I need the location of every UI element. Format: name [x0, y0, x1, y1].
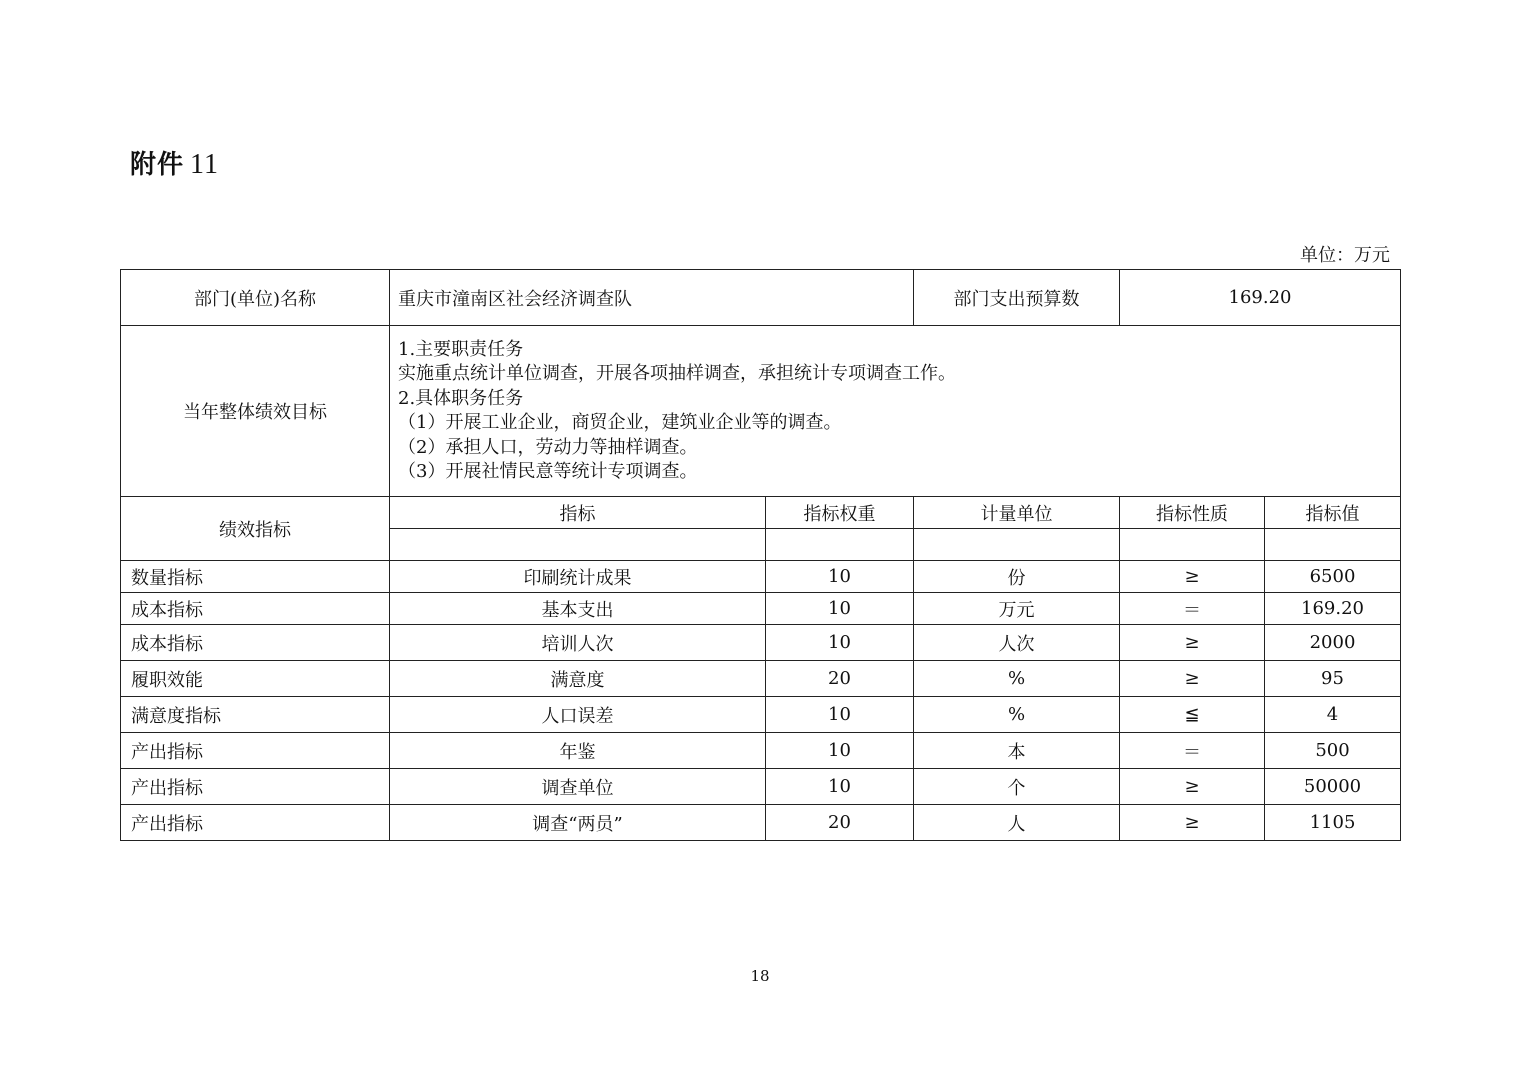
- row-nature: ＝: [1120, 593, 1265, 625]
- attachment-title: [130, 144, 219, 181]
- row-value: 4: [1265, 697, 1401, 733]
- row-weight: 10: [766, 561, 914, 593]
- row-unit: 人次: [914, 625, 1120, 661]
- row-unit: 本: [914, 733, 1120, 769]
- row-nature: ＝: [1120, 733, 1265, 769]
- budget-value: 169.20: [1120, 270, 1401, 326]
- goal-line: （2）承担人口，劳动力等抽样调查。: [398, 436, 698, 458]
- row-category: 产出指标: [121, 733, 390, 769]
- row-unit: 份: [914, 561, 1120, 593]
- row-weight: 10: [766, 625, 914, 661]
- blank-cell: [390, 529, 766, 561]
- row-unit: 万元: [914, 593, 1120, 625]
- row-weight: 20: [766, 661, 914, 697]
- indicator-header-row: [121, 497, 1401, 529]
- goal-line: 1.主要职责任务: [398, 338, 524, 360]
- row-indicator: 年鉴: [390, 733, 766, 769]
- goal-row: [121, 326, 1401, 497]
- row-nature: ≦: [1120, 697, 1265, 733]
- column-header-value: 指标值: [1265, 497, 1401, 529]
- row-value: 1105: [1265, 805, 1401, 841]
- goal-line: 2.具体职务任务: [398, 387, 524, 409]
- row-category: 成本指标: [121, 593, 390, 625]
- row-weight: 10: [766, 733, 914, 769]
- row-indicator: 印刷统计成果: [390, 561, 766, 593]
- page-number: 18: [750, 967, 770, 985]
- blank-cell: [914, 529, 1120, 561]
- unit-note: 单位：万元: [1300, 245, 1390, 266]
- row-value: 500: [1265, 733, 1401, 769]
- column-header-nature: 指标性质: [1120, 497, 1265, 529]
- row-value: 95: [1265, 661, 1401, 697]
- row-nature: ≥: [1120, 625, 1265, 661]
- table-row: [121, 805, 1401, 841]
- row-category: 满意度指标: [121, 697, 390, 733]
- blank-cell: [1120, 529, 1265, 561]
- row-category: 履职效能: [121, 661, 390, 697]
- goal-line: （3）开展社情民意等统计专项调查。: [398, 461, 698, 482]
- goal-text: [390, 326, 1401, 497]
- budget-label: 部门支出预算数: [914, 270, 1120, 326]
- row-indicator: 人口误差: [390, 697, 766, 733]
- row-unit: %: [914, 697, 1120, 733]
- row-value: 169.20: [1265, 593, 1401, 625]
- table-row: [121, 769, 1401, 805]
- row-value: 2000: [1265, 625, 1401, 661]
- row-unit: 人: [914, 805, 1120, 841]
- row-indicator: 培训人次: [390, 625, 766, 661]
- row-category: 产出指标: [121, 805, 390, 841]
- row-nature: ≥: [1120, 561, 1265, 593]
- row-category: 数量指标: [121, 561, 390, 593]
- row-indicator: 调查“两员”: [390, 805, 766, 841]
- goal-label: 当年整体绩效目标: [121, 326, 390, 497]
- row-value: 6500: [1265, 561, 1401, 593]
- row-nature: ≥: [1120, 805, 1265, 841]
- table-row: [121, 661, 1401, 697]
- performance-table: [120, 269, 1401, 841]
- column-header-unit: 计量单位: [914, 497, 1120, 529]
- row-weight: 10: [766, 697, 914, 733]
- blank-cell: [766, 529, 914, 561]
- indicator-section-label: 绩效指标: [121, 497, 390, 561]
- table-row: [121, 593, 1401, 625]
- row-indicator: 基本支出: [390, 593, 766, 625]
- dept-name-label: 部门(单位)名称: [121, 270, 390, 326]
- goal-line: 实施重点统计单位调查，开展各项抽样调查，承担统计专项调查工作。: [398, 363, 956, 384]
- blank-cell: [1265, 529, 1401, 561]
- summary-row: [121, 270, 1401, 326]
- goal-line: （1）开展工业企业，商贸企业，建筑业企业等的调查。: [398, 412, 842, 433]
- row-weight: 20: [766, 805, 914, 841]
- dept-name-value: 重庆市潼南区社会经济调查队: [390, 270, 914, 326]
- row-nature: ≥: [1120, 769, 1265, 805]
- table-row: [121, 733, 1401, 769]
- row-indicator: 调查单位: [390, 769, 766, 805]
- column-header-weight: 指标权重: [766, 497, 914, 529]
- row-unit: %: [914, 661, 1120, 697]
- row-weight: 10: [766, 593, 914, 625]
- column-header-indicator: 指标: [390, 497, 766, 529]
- row-indicator: 满意度: [390, 661, 766, 697]
- row-value: 50000: [1265, 769, 1401, 805]
- attachment-label: 附件: [130, 150, 185, 180]
- table-row: [121, 561, 1401, 593]
- attachment-number: 11: [190, 149, 219, 180]
- row-category: 成本指标: [121, 625, 390, 661]
- row-unit: 个: [914, 769, 1120, 805]
- row-category: 产出指标: [121, 769, 390, 805]
- row-weight: 10: [766, 769, 914, 805]
- table-row: [121, 625, 1401, 661]
- row-nature: ≥: [1120, 661, 1265, 697]
- table-row: [121, 697, 1401, 733]
